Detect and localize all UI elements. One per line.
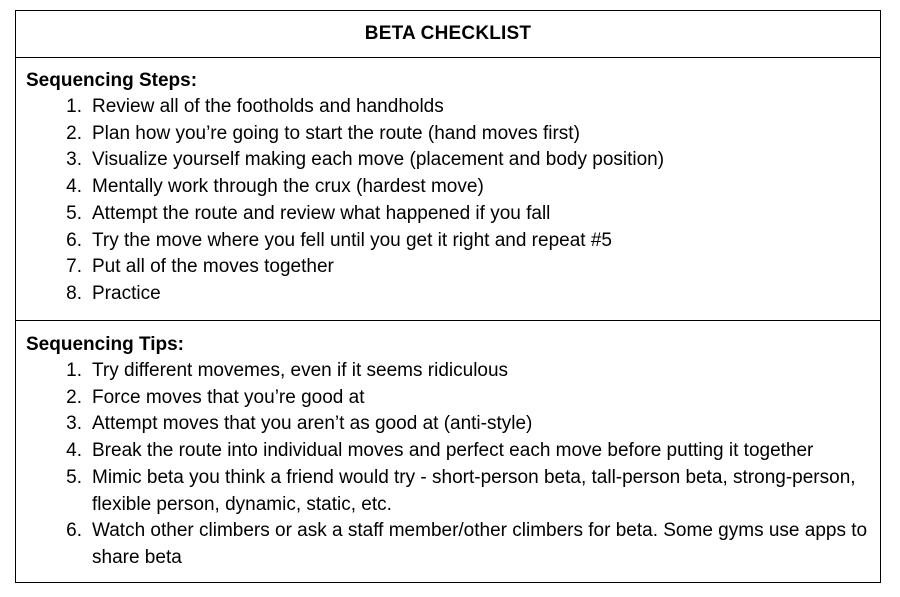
list-item: [26, 94, 872, 121]
list-item: [26, 121, 872, 148]
tips-list: [26, 358, 872, 572]
item-number: 6.: [66, 520, 82, 542]
item-text: Try different movemes, even if it seems ridiculous: [92, 360, 509, 381]
item-text: Attempt moves that you aren’t as good at (anti-style): [92, 413, 533, 435]
steps-heading: Sequencing Steps:: [26, 70, 198, 91]
list-item: [26, 228, 872, 255]
list-item: [26, 385, 872, 412]
item-text: Put all of the moves together: [92, 256, 334, 278]
item-number: 7.: [66, 256, 82, 278]
item-text: Break the route into individual moves and perfect each move before putting it together: [92, 440, 814, 462]
item-text: Force moves that you’re good at: [92, 386, 365, 408]
item-number: 2.: [66, 386, 82, 408]
item-number: 5.: [66, 466, 82, 488]
item-text: Try the move where you fell until you get it right and repeat #5: [92, 229, 612, 251]
list-item: [26, 147, 872, 174]
list-item: [26, 201, 872, 228]
item-number: 1.: [66, 96, 82, 117]
list-item: [26, 174, 872, 201]
list-item: [26, 411, 872, 438]
item-text: Mimic beta you think a friend would try - short-person beta, tall-person beta, strong-person, flexible person, dynamic, static, etc.: [92, 466, 856, 515]
list-item: [26, 518, 872, 571]
item-number: 1.: [66, 360, 82, 381]
tips-heading: Sequencing Tips:: [26, 334, 185, 355]
item-number: 2.: [66, 122, 82, 144]
sequencing-tips-section: [16, 321, 880, 572]
item-text: Visualize yourself making each move (placement and body position): [92, 149, 665, 171]
item-text: Watch other climbers or ask a staff member/other climbers for beta. Some gyms use apps to share beta: [92, 520, 868, 568]
list-item: [26, 254, 872, 281]
list-item: [26, 465, 872, 518]
list-item: [26, 358, 872, 385]
item-text: Review all of the footholds and handholds: [92, 96, 444, 117]
title-row: [16, 11, 880, 58]
item-number: 3.: [66, 149, 82, 171]
item-text: Attempt the route and review what happened if you fall: [92, 202, 551, 224]
item-number: 5.: [66, 202, 82, 224]
list-item: [26, 281, 872, 308]
item-text: Mentally work through the crux (hardest move): [92, 176, 484, 198]
item-number: 4.: [66, 176, 82, 198]
sequencing-steps-section: [16, 58, 880, 321]
item-text: Practice: [92, 282, 161, 304]
beta-checklist-table: [15, 10, 881, 583]
item-number: 3.: [66, 413, 82, 435]
list-item: [26, 438, 872, 465]
item-number: 8.: [66, 282, 82, 304]
item-number: 6.: [66, 229, 82, 251]
item-text: Plan how you’re going to start the route (hand moves first): [92, 122, 580, 144]
steps-list: [26, 94, 872, 308]
item-number: 4.: [66, 440, 82, 462]
checklist-title: BETA CHECKLIST: [364, 23, 532, 44]
